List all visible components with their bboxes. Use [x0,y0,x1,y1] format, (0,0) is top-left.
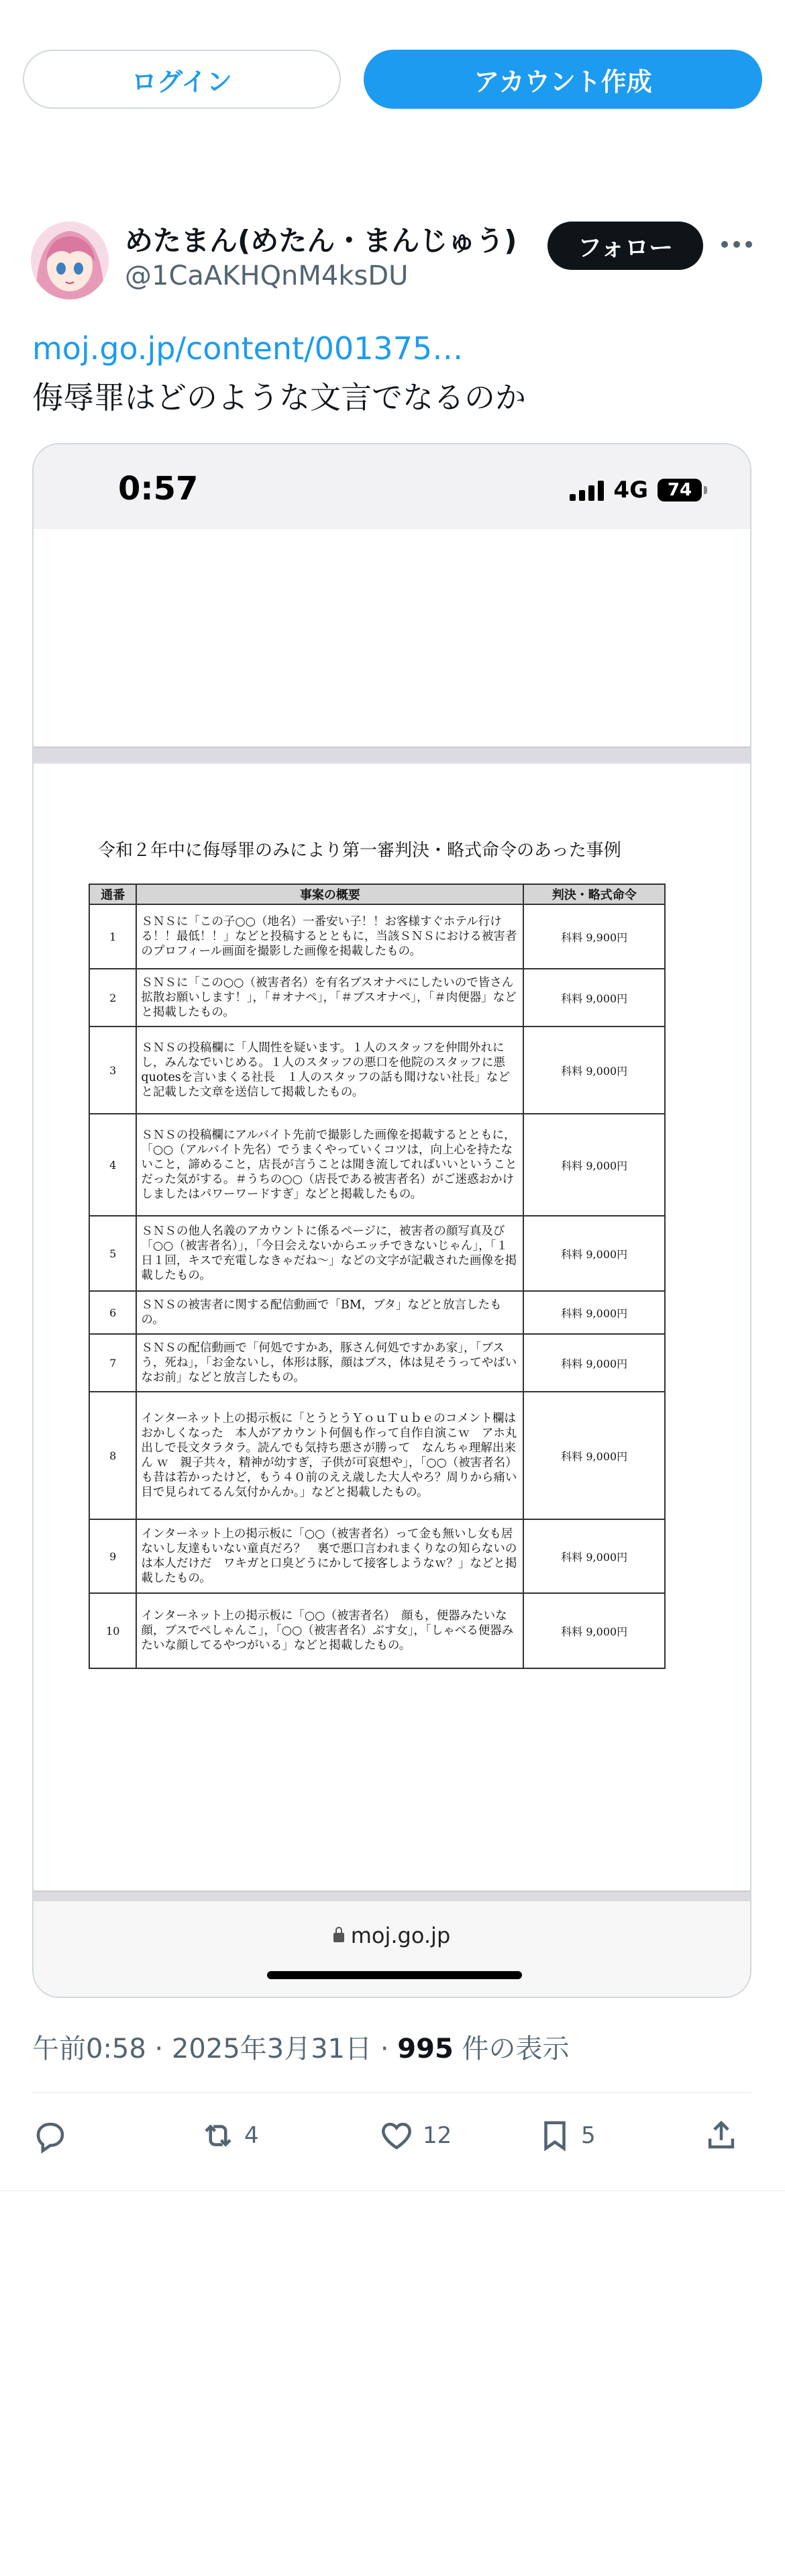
like-count: 12 [423,2122,452,2149]
bookmark-button[interactable] [537,2117,596,2154]
auth-row [23,50,762,110]
share-icon [703,2117,739,2154]
table-row [89,1392,665,1519]
display-name[interactable]: めたまん(めたん・まんじゅう) [125,224,517,257]
tweet-link[interactable]: moj.go.jp/content/001375… [32,330,464,367]
row-number: 7 [89,1334,136,1392]
case-summary: ＳＮＳに「この子○○（地名）一番安い子！！お客様すぐホテル行ける！！最低！！」などと投稿するとともに，当該ＳＮＳにおける被害者のプロフィール画面を撮影した画像を掲載したもの。 [136,904,523,969]
view-count: 995 [397,2034,454,2064]
avatar-image [31,222,109,299]
case-summary: ＳＮＳの被害者に関する配信動画で「BM，ブタ」などと放言したもの。 [136,1291,523,1334]
retweet-button[interactable] [200,2117,259,2154]
table-row [89,1593,665,1668]
like-button[interactable] [378,2117,452,2154]
row-number: 3 [89,1027,136,1114]
row-number: 8 [89,1392,136,1519]
row-number: 2 [89,969,136,1027]
tweet-date[interactable]: 2025年3月31日 [171,2034,372,2064]
row-number: 1 [89,904,136,969]
penalty: 科料 9,000円 [523,1114,665,1216]
bookmark-icon [537,2117,573,2154]
divider [0,2190,785,2191]
table-header-row [89,884,665,904]
reply-button[interactable] [32,2117,68,2154]
battery-level: 74 [667,480,692,500]
more-options-icon[interactable] [717,231,757,258]
tweet-actions [32,2117,751,2171]
row-number: 5 [89,1216,136,1291]
phone-status-bar [34,444,750,529]
table-row [89,1216,665,1291]
row-number: 10 [89,1593,136,1668]
column-header: 判決・略式命令 [523,884,665,904]
network-label: 4G [613,477,648,504]
case-table [89,884,666,1669]
view-label: 件の表示 [462,2034,570,2064]
penalty: 科料 9,000円 [523,1392,665,1519]
avatar[interactable] [31,222,109,299]
table-row [89,904,665,969]
case-summary: ＳＮＳの他人名義のアカウントに係るページに，被害者の顔写真及び「○○（被害者名）」，「今日会えないからエッチできないじゃん」，「１日１回，キスで充電しなきゃだね〜」などの文字が記載された画像を掲載したもの。 [136,1216,523,1291]
row-number: 9 [89,1519,136,1593]
share-button[interactable] [703,2117,739,2154]
url-text: moj.go.jp [350,1923,451,1948]
penalty: 科料 9,000円 [523,1519,665,1593]
case-summary: インターネット上の掲示板に「○○（被害者名） 顔も，便器みたいな顔，ブスでぺしゃんこ」，「○○（被害者名）ぶす女」，「しゃべる便器みたいな顔してるやつがいる」などと掲載したもの。 [136,1593,523,1668]
create-account-button[interactable]: アカウント作成 [364,50,762,109]
phone-status-icons [570,477,702,504]
penalty: 科料 9,000円 [523,1027,665,1114]
lock-icon [333,1933,344,1942]
table-row [89,1519,665,1593]
meta-separator: · [146,2034,172,2064]
follow-button[interactable]: フォロー [547,222,703,270]
tweet-text: 侮辱罪はどのような文言でなるのか [32,379,526,416]
case-summary: ＳＮＳの投稿欄にアルバイト先前で撮影した画像を掲載するとともに，「○○（アルバイト先名）でうまくやっていくコツは，向上心を持たないこと，諦めること，店長が言うことは聞き流してればいいということだった気がする。＃うちの○○（店長である被害者名）がご迷惑おかけしましたはパワーワードすぎ」などと掲載したもの。 [136,1114,523,1216]
penalty: 科料 9,000円 [523,1291,665,1334]
url-bar [34,1923,750,1948]
bookmark-count: 5 [581,2122,596,2149]
meta-separator: · [372,2034,398,2064]
page-divider [34,747,750,764]
battery-icon [658,479,702,502]
phone-clock: 0:57 [118,470,199,508]
column-header: 事案の概要 [136,884,523,904]
penalty: 科料 9,000円 [523,1216,665,1291]
retweet-icon [200,2117,236,2154]
penalty: 科料 9,000円 [523,969,665,1027]
browser-bottom-bar [34,1901,750,1997]
case-summary: ＳＮＳに「この○○（被害者名）を有名ブスオナペにしたいので皆さん拡散お願いします！」，「＃オナペ」，「＃ブスオナペ」，「＃肉便器」などと掲載したもの。 [136,969,523,1027]
table-row [89,969,665,1027]
case-summary: ＳＮＳの配信動画で「何処ですかあ，豚さん何処ですかあ家」，「ブスう，死ね」，「お金ないし，体形は豚，顔はブス，体は見そうってやばいなお前」などと放言したもの。 [136,1334,523,1392]
penalty: 科料 9,000円 [523,1593,665,1668]
table-row [89,1114,665,1216]
user-handle[interactable]: @1CaAKHQnM4ksDU [125,260,409,291]
table-row [89,1334,665,1392]
document-title: 令和２年中に侮辱罪のみにより第一審判決・略式命令のあった事例 [98,841,621,861]
login-button[interactable]: ログイン [23,50,341,109]
cell-signal-icon [570,479,604,501]
home-indicator [267,1971,522,1979]
table-row [89,1291,665,1334]
column-header: 通番 [89,884,136,904]
case-summary: インターネット上の掲示板に「とうとうＹｏｕＴｕｂｅのコメント欄はおかしくなった 本人がアカウント何個も作って自作自演こｗ アホ丸出しで長文タラタラ。読んでも気持ち悪さが勝って なんちゃ理解出来ん ｗ 親子共々，精神が幼すぎ，子供が可哀想や」，「○○（被害者名）も昔は若かったけど，もう４０前のええ歳した大人やろ？周りから痛い目で見られてるん気付かんか。」などと掲載したもの。 [136,1392,523,1519]
penalty: 科料 9,000円 [523,1334,665,1392]
case-summary: ＳＮＳの投稿欄に「人間性を疑います。１人のスタッフを仲間外れにし，みんなでいじめる。１人のスタッフの悪口を他院のスタッフに悪quotesを言いまくる社長 １人のスタッフの話も聞けない社長」などと記載した文章を送信して掲載したもの。 [136,1027,523,1114]
penalty: 科料 9,900円 [523,904,665,969]
row-number: 6 [89,1291,136,1334]
divider [32,2092,751,2093]
heart-icon [378,2117,415,2154]
row-number: 4 [89,1114,136,1216]
retweet-count: 4 [244,2122,259,2149]
tweet-time[interactable]: 午前0:58 [32,2034,146,2064]
tweet-media-image[interactable] [32,443,751,1998]
table-row [89,1027,665,1114]
tweet-meta [32,2028,570,2066]
case-summary: インターネット上の掲示板に「○○（被害者名）って金も無いし女も居ないし友達もいない童貞だろ？ 裏で悪口言われまくりなの知らないのは本人だけだ ワキガと口臭どうにかして接客しようなｗ？」などと掲載したもの。 [136,1519,523,1593]
reply-icon [32,2117,68,2154]
